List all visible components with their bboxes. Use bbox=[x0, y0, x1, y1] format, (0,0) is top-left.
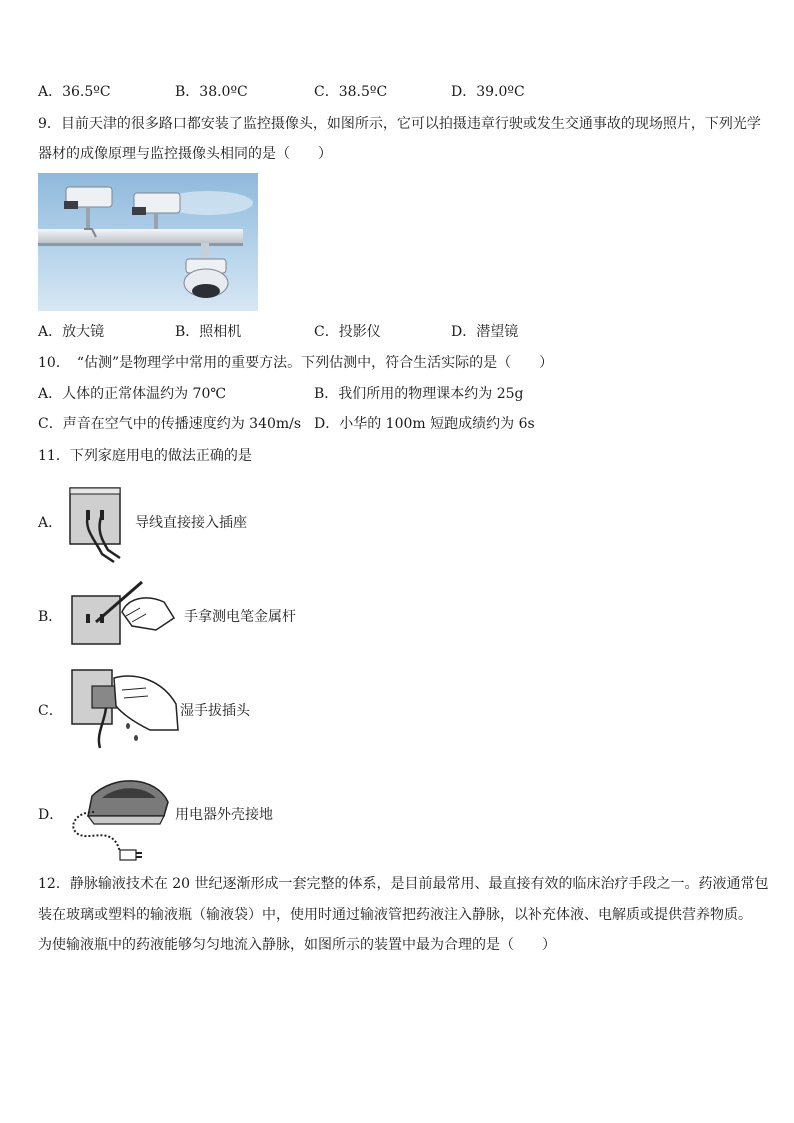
q10-stem: 10． “估测”是物理学中常用的重要方法。下列估测中，符合生活实际的是（ ） bbox=[38, 355, 554, 371]
grounded-iron-illustration bbox=[64, 772, 172, 864]
q11-option-d-letter: D． bbox=[38, 807, 64, 823]
q9-stem-line1: 9．目前天津的很多路口都安装了监控摄像头，如图所示，它可以拍摄违章行驶或发生交通事故的现场照片，下列光学 bbox=[38, 116, 761, 132]
wires-into-socket-illustration bbox=[66, 484, 128, 566]
q9-options bbox=[38, 322, 758, 342]
q12-stem-line2: 装在玻璃或塑料的输液瓶（输液袋）中，使用时通过输液管把药液注入静脉，以补充体液、电解质或提供营养物质。 bbox=[38, 907, 752, 923]
q11-option-b-text: 手拿测电笔金属杆 bbox=[184, 609, 296, 625]
q8-option-d: D．39.0ºC bbox=[451, 84, 525, 100]
test-pen-on-socket-illustration bbox=[66, 578, 178, 648]
q11-option-a-letter: A． bbox=[38, 515, 63, 531]
q8-option-b: B．38.0ºC bbox=[175, 84, 248, 100]
q12-stem-line1: 12．静脉输液技术在 20 世纪逐渐形成一套完整的体系，是目前最常用、最直接有效的临床治疗手段之一。药液通常包 bbox=[38, 876, 769, 892]
q9-option-a: A．放大镜 bbox=[38, 324, 105, 340]
surveillance-camera-photo bbox=[38, 173, 258, 311]
q8-options bbox=[38, 82, 758, 102]
q11-option-c-letter: C． bbox=[38, 703, 63, 719]
wet-hand-unplugging-illustration bbox=[66, 664, 182, 750]
q9-stem-line2: 器材的成像原理与监控摄像头相同的是（ ） bbox=[38, 146, 332, 162]
q11-stem: 11．下列家庭用电的做法正确的是 bbox=[38, 448, 252, 464]
q10-option-a: A．人体的正常体温约为 70℃ bbox=[38, 386, 227, 402]
q8-option-a: A．36.5ºC bbox=[38, 84, 111, 100]
q11-option-c-text: 湿手拔插头 bbox=[180, 703, 250, 719]
q10-option-c: C．声音在空气中的传播速度约为 340m/s bbox=[38, 416, 302, 432]
q9-option-c: C．投影仪 bbox=[314, 324, 381, 340]
q12-stem-line3: 为使输液瓶中的药液能够匀匀地流入静脉，如图所示的装置中最为合理的是（ ） bbox=[38, 937, 556, 953]
q10-option-b: B．我们所用的物理课本约为 25g bbox=[314, 386, 524, 402]
q10-option-d: D．小华的 100m 短跑成绩约为 6s bbox=[314, 416, 535, 432]
q11-option-d-text: 用电器外壳接地 bbox=[175, 807, 273, 823]
q11-option-b-letter: B． bbox=[38, 609, 63, 625]
q9-option-b: B．照相机 bbox=[175, 324, 242, 340]
q8-option-c: C．38.5ºC bbox=[314, 84, 388, 100]
q9-option-d: D．潜望镜 bbox=[451, 324, 519, 340]
q11-option-a-text: 导线直接接入插座 bbox=[135, 515, 247, 531]
